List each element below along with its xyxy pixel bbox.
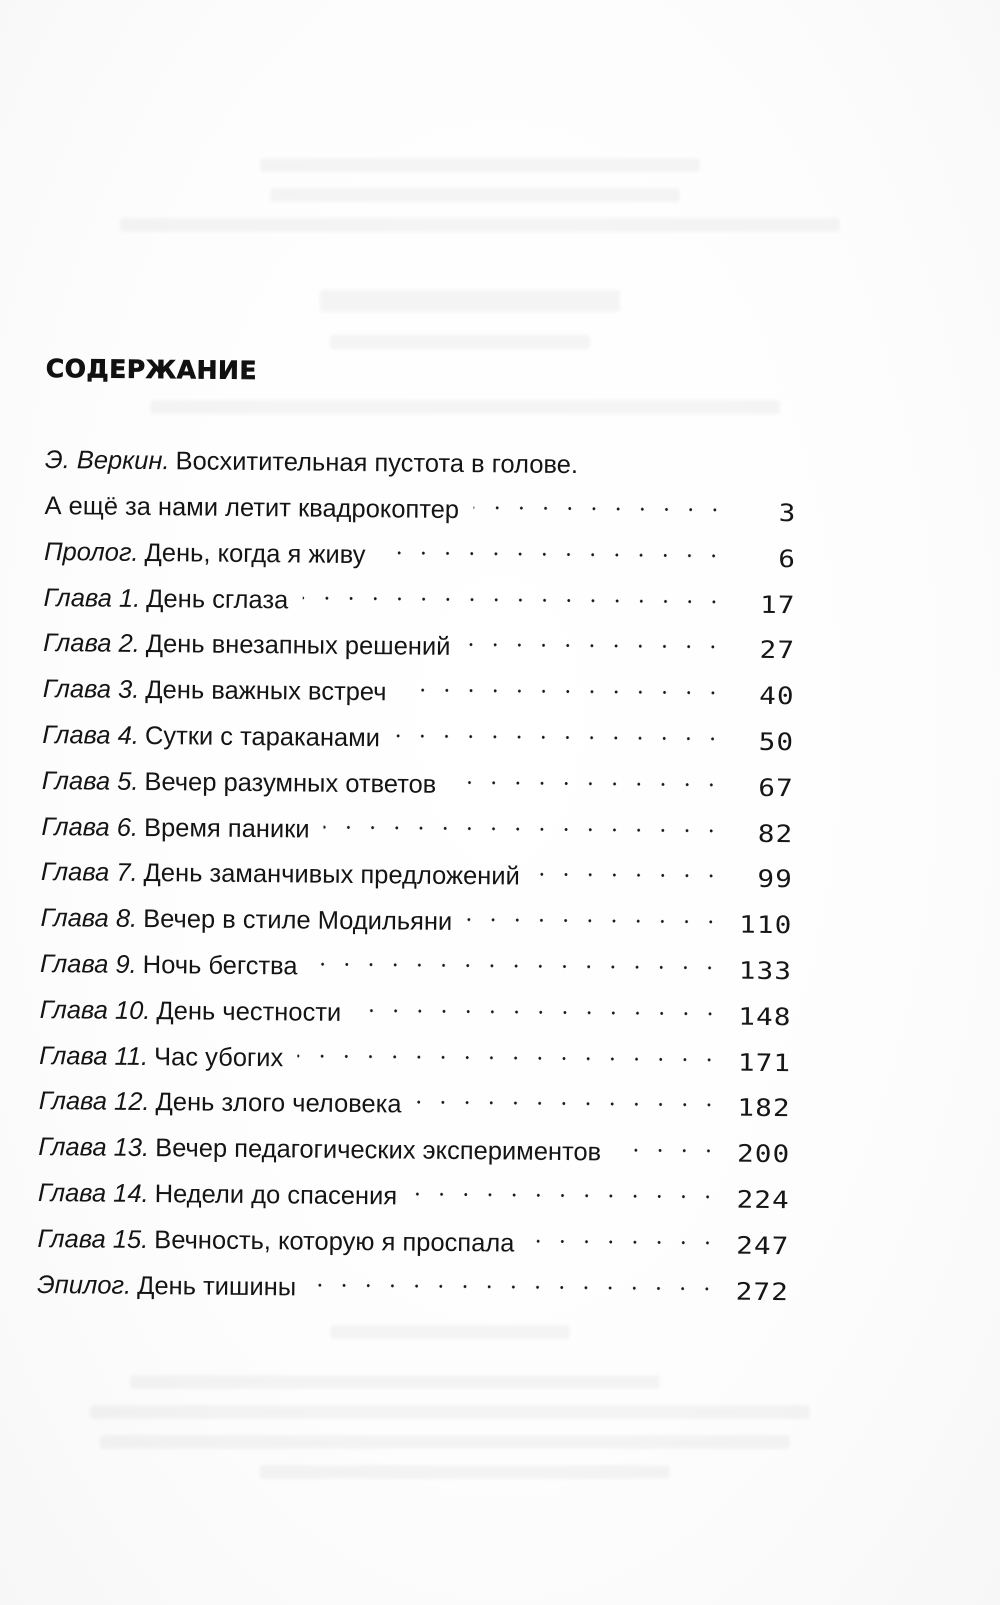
toc-entry-label: Глава 2.	[43, 629, 140, 659]
toc-page-number: 99	[757, 865, 794, 894]
dot-leader	[528, 1215, 719, 1253]
dot-leader	[310, 1259, 719, 1299]
toc-page-number: 247	[736, 1231, 790, 1260]
dot-leader	[615, 1125, 721, 1162]
toc-entry-label: Глава 12.	[38, 1087, 150, 1117]
toc-entry-line	[41, 844, 793, 897]
toc-entry-chapter-8[interactable]	[40, 890, 792, 943]
toc-entry-line	[42, 753, 794, 806]
show-through-artifact	[330, 1325, 570, 1339]
toc-entry-title: День честности	[156, 996, 342, 1027]
toc-page-number: 224	[736, 1185, 791, 1215]
toc-page-number: 67	[758, 773, 794, 802]
toc-entry-label: Глава 9.	[39, 949, 137, 979]
toc-entry-line-1	[45, 442, 797, 485]
toc-entry-epilogue[interactable]	[37, 1257, 789, 1310]
dot-leader	[400, 665, 725, 704]
toc-entry-label: Эпилог.	[36, 1270, 132, 1300]
toc-entry-line	[37, 1211, 789, 1264]
toc-entry-line	[40, 890, 792, 943]
toc-page-number: 110	[739, 910, 793, 940]
show-through-artifact	[260, 158, 700, 172]
dot-leader	[379, 527, 726, 566]
toc-entry-line-2	[44, 478, 796, 531]
toc-page-number: 182	[737, 1094, 791, 1123]
toc-entry-label: Глава 4.	[42, 720, 140, 750]
toc-entry-label: Глава 5.	[41, 766, 139, 796]
dot-leader	[411, 1168, 720, 1207]
show-through-artifact	[150, 400, 780, 414]
toc-page-number: 82	[757, 819, 794, 848]
toc-entry-chapter-12[interactable]	[39, 1073, 791, 1126]
toc-entry-chapter-1[interactable]	[43, 570, 795, 623]
toc-entry-label: Э. Веркин.	[44, 445, 170, 476]
toc-page-number: 171	[737, 1048, 792, 1077]
toc-entry-chapter-7[interactable]	[41, 844, 793, 897]
toc-page-number: 272	[735, 1277, 790, 1306]
toc-entry-chapter-14[interactable]	[38, 1165, 790, 1218]
toc-entry-title: Восхитительная пустота в голове.	[175, 447, 579, 480]
toc-entry-label: Глава 1.	[43, 583, 141, 613]
show-through-artifact	[100, 1435, 790, 1449]
toc-page-number: 17	[759, 590, 796, 619]
toc-page-number: 3	[778, 499, 797, 528]
dot-leader	[450, 757, 724, 796]
toc-entry-label: Глава 15.	[37, 1224, 149, 1254]
toc-page-number: 148	[738, 1002, 792, 1031]
toc-entry-line	[43, 570, 795, 623]
toc-entry-label: Глава 8.	[40, 904, 138, 934]
toc-entry-foreword[interactable]	[44, 442, 797, 531]
toc-entry-title: Ночь бегства	[142, 950, 298, 981]
show-through-artifact	[320, 290, 620, 312]
dot-leader	[323, 801, 723, 841]
show-through-artifact	[260, 1465, 670, 1479]
dot-leader	[302, 572, 726, 612]
toc-list	[37, 442, 805, 1310]
toc-entry-title: День тишины	[137, 1271, 297, 1301]
toc-entry-title: День заманчивых предложений	[143, 859, 520, 891]
toc-entry-title: День важных встреч	[145, 676, 387, 707]
toc-entry-line	[41, 799, 793, 852]
toc-entry-line	[40, 982, 792, 1035]
toc-entry-title: Вечер педагогических экспериментов	[155, 1134, 602, 1167]
toc-entry-label: Глава 11.	[39, 1041, 149, 1071]
toc-entry-label: Пролог.	[43, 537, 139, 567]
toc-entry-title: А ещё за нами летит квадрокоптер	[44, 491, 460, 524]
toc-entry-title: День внезапных решений	[145, 630, 451, 662]
toc-entry-label: Глава 6.	[41, 812, 139, 842]
toc-page-number: 40	[759, 682, 795, 711]
toc-entry-line	[43, 615, 795, 668]
show-through-artifact	[90, 1405, 810, 1419]
toc-entry-chapter-13[interactable]	[38, 1119, 790, 1172]
toc-page-number: 27	[759, 636, 796, 665]
table-of-contents	[36, 352, 806, 1306]
toc-entry-title: Вечер разумных ответов	[144, 767, 437, 799]
show-through-artifact	[270, 188, 680, 202]
toc-entry-chapter-2[interactable]	[43, 615, 795, 668]
toc-entry-line	[38, 1165, 790, 1218]
dot-leader	[473, 482, 727, 520]
toc-page-number: 133	[738, 956, 793, 986]
toc-entry-line	[37, 1257, 789, 1310]
toc-heading: СОДЕРЖАНИЕ	[45, 353, 258, 386]
toc-entry-line	[42, 707, 794, 760]
toc-entry-line	[39, 1028, 791, 1081]
toc-entry-label: Глава 3.	[42, 675, 140, 705]
show-through-artifact	[130, 1375, 660, 1389]
dot-leader	[355, 985, 722, 1025]
toc-entry-line	[39, 1073, 791, 1126]
toc-entry-line	[40, 936, 792, 989]
toc-entry-title: Час убогих	[153, 1042, 284, 1072]
toc-entry-line	[38, 1119, 790, 1172]
toc-entry-title: День сглаза	[146, 584, 289, 614]
toc-entry-title: Время паники	[143, 813, 310, 844]
toc-entry-label: Глава 10.	[39, 995, 151, 1025]
toc-page-number: 200	[736, 1139, 791, 1169]
toc-entry-title: Вечер в стиле Модильяни	[143, 905, 453, 937]
show-through-artifact	[330, 335, 590, 349]
toc-entry-line	[44, 524, 796, 577]
dot-leader	[311, 939, 722, 979]
toc-entry-chapter-5[interactable]	[42, 753, 794, 806]
show-through-artifact	[120, 218, 840, 232]
toc-entry-chapter-9[interactable]	[40, 936, 792, 989]
toc-entry-chapter-11[interactable]	[39, 1028, 791, 1081]
dot-leader	[415, 1077, 721, 1116]
toc-page-number: 6	[778, 544, 797, 574]
toc-entry-title: Недели до спасения	[154, 1180, 398, 1211]
toc-entry-chapter-3[interactable]	[43, 661, 795, 714]
toc-entry-title: День злого человека	[155, 1088, 402, 1119]
toc-entry-label: Глава 7.	[40, 858, 138, 888]
toc-page-number: 50	[758, 727, 795, 757]
dot-leader	[297, 1030, 721, 1070]
toc-entry-chapter-4[interactable]	[42, 707, 794, 760]
toc-entry-title: Сутки с тараканами	[144, 721, 381, 753]
toc-entry-label: Глава 13.	[38, 1133, 150, 1163]
toc-entry-chapter-6[interactable]	[41, 799, 793, 852]
toc-entry-title: День, когда я живу	[144, 538, 366, 569]
toc-entry-label: Глава 14.	[37, 1178, 149, 1208]
dot-leader	[534, 849, 724, 887]
toc-entry-line	[43, 661, 795, 714]
toc-entry-title: Вечность, которую я проспала	[154, 1225, 515, 1258]
toc-entry-chapter-15[interactable]	[37, 1211, 789, 1264]
dot-leader	[466, 894, 723, 932]
dot-leader	[394, 710, 725, 749]
toc-entry-prologue[interactable]	[44, 524, 796, 577]
dot-leader	[464, 619, 725, 658]
toc-entry-chapter-10[interactable]	[40, 982, 792, 1035]
